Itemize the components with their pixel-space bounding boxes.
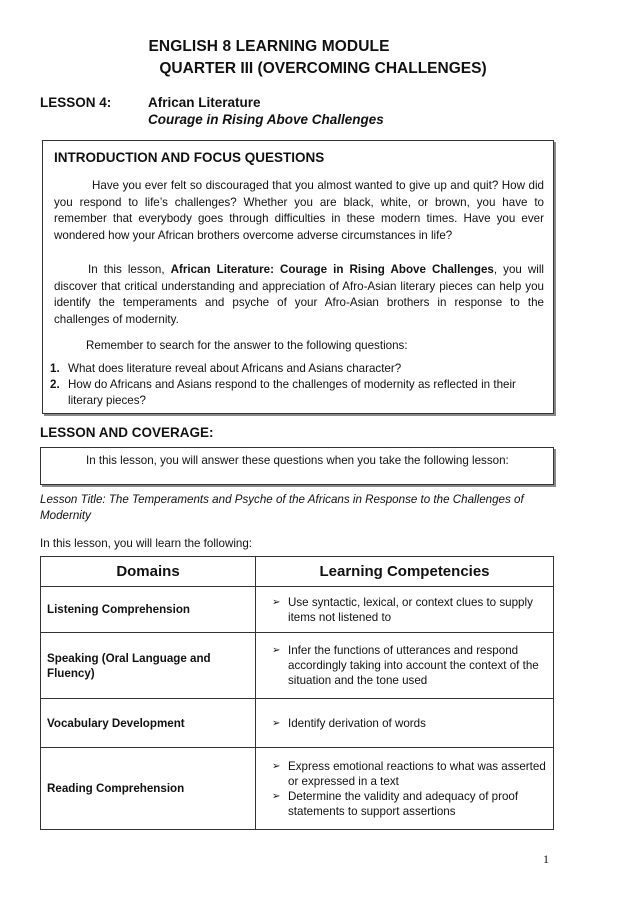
competency-item (272, 789, 547, 819)
question-text: What does literature reveal about Africans and Asians character? (68, 362, 402, 375)
question-number: 1. (50, 362, 60, 375)
lesson-subtitle: Courage in Rising Above Challenges (148, 112, 384, 127)
quarter-title (0, 60, 638, 78)
lesson-label: LESSON 4: (40, 95, 112, 110)
header-competencies: Learning Competencies (256, 557, 554, 587)
competency-text: Express emotional reactions to what was asserted or expressed in a text (288, 759, 546, 788)
learn-intro: In this lesson, you will learn the following: (40, 537, 253, 550)
focus-questions-list (50, 361, 546, 409)
domain-cell: Reading Comprehension (41, 748, 256, 830)
competency-item (272, 759, 547, 789)
domain-cell: Vocabulary Development (41, 699, 256, 748)
table-row (41, 587, 554, 633)
intro-paragraph-2 (54, 262, 544, 328)
competency-item (272, 643, 547, 688)
bullet-arrow-icon: ➢ (272, 645, 281, 656)
lesson-topic: African Literature (148, 95, 261, 110)
table-header-row (41, 557, 554, 587)
intro-p2-bold: African Literature: Courage in Rising Above Challenges (170, 263, 494, 276)
bullet-arrow-icon: ➢ (272, 760, 281, 772)
competency-item (272, 595, 547, 625)
coverage-text: In this lesson, you will answer these questions when you take the following lesson: (86, 454, 509, 467)
competency-cell (256, 633, 554, 699)
bullet-arrow-icon: ➢ (272, 790, 281, 802)
competency-text: Identify derivation of words (288, 716, 426, 730)
header-domains: Domains (41, 557, 256, 587)
coverage-heading: LESSON AND COVERAGE: (40, 425, 214, 440)
competency-text: Infer the functions of utterances and respond accordingly taking into account the context of the situation and the tone used (288, 644, 539, 687)
competency-text: Use syntactic, lexical, or context clues to supply items not listened to (288, 595, 533, 624)
table-row (41, 748, 554, 830)
lesson-title-text: Lesson Title: The Temperaments and Psyche of the Africans in Response to the Challenges of Modernity (40, 493, 524, 522)
page-number: 1 (543, 852, 549, 866)
focus-question (50, 361, 546, 377)
intro-paragraph-1: Have you ever felt so discouraged that you almost wanted to give up and quit? How did you respond to life’s challenges? Whether you are black, white, or brown, you have to remember that everybody goes through difficulties in these modern times. Have you ever wondered how your African brothers overcome adverse circumstances in life? (54, 179, 544, 242)
module-title (0, 38, 638, 56)
competency-cell (256, 699, 554, 748)
table-row (41, 699, 554, 748)
competencies-table (40, 556, 554, 830)
module-title-text: ENGLISH 8 LEARNING MODULE (148, 38, 390, 55)
competency-item (272, 716, 547, 731)
table-row (41, 633, 554, 699)
competency-cell (256, 748, 554, 830)
bullet-arrow-icon: ➢ (272, 717, 281, 729)
domain-cell: Listening Comprehension (41, 587, 256, 633)
focus-question (50, 377, 546, 409)
competency-text: Determine the validity and adequacy of proof statements to support assertions (288, 789, 519, 818)
question-number: 2. (50, 378, 60, 391)
intro-heading: INTRODUCTION AND FOCUS QUESTIONS (54, 150, 325, 165)
domain-cell: Speaking (Oral Language and Fluency) (41, 633, 256, 699)
intro-p2-post: , you will discover that critical understanding and appreciation of Afro-Asian literary pieces can help you identify the temperaments and psyche of your Afro-Asian brothers in response to the challenges of modernity. (54, 263, 545, 326)
bullet-arrow-icon: ➢ (272, 596, 281, 608)
question-text: How do Africans and Asians respond to the challenges of modernity as reflected in their literary pieces? (68, 378, 516, 407)
quarter-title-text: QUARTER III (OVERCOMING CHALLENGES) (159, 60, 487, 77)
intro-paragraph-3: Remember to search for the answer to the following questions: (86, 339, 408, 352)
intro-p2-pre: In this lesson, (88, 263, 171, 276)
competency-cell (256, 587, 554, 633)
